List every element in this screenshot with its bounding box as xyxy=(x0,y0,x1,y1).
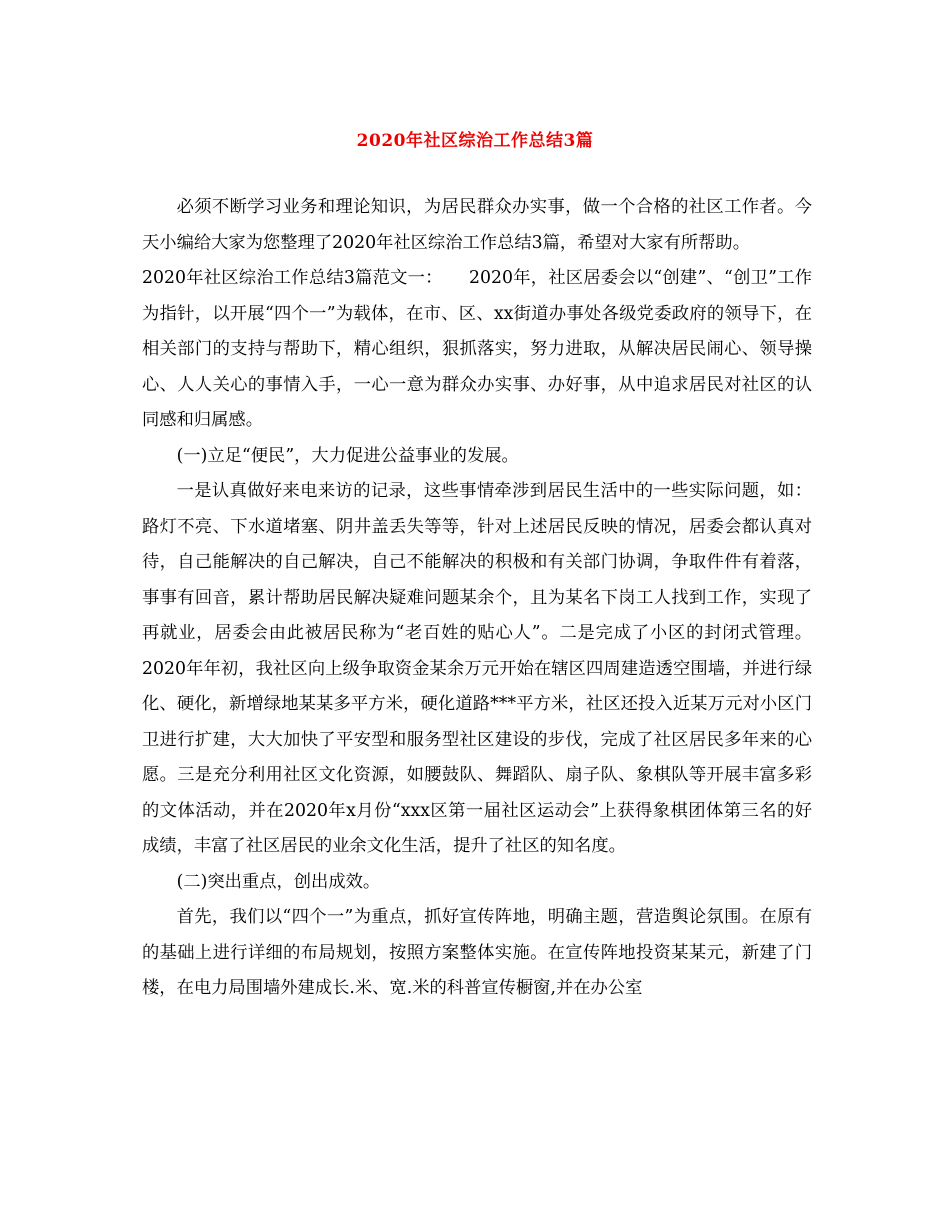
paragraph-section-1-body: 一是认真做好来电来访的记录，这些事情牵涉到居民生活中的一些实际问题，如：路灯不亮、下水道堵塞、阴井盖丢失等等，针对上述居民反映的情况，居委会都认真对待，自己能解决的自己解决，自己不能解决的积极和有关部门协调，争取件件有着落，事事有回音，累计帮助居民解决疑难问题某余个，且为某名下岗工人找到工作，实现了再就业，居委会由此被居民称为“老百姓的贴心人”。二是完成了小区的封闭式管理。2020年年初，我社区向上级争取资金某余万元开始在辖区四周建造透空围墙，并进行绿化、硬化，新增绿地某某多平方米，硬化道路***平方米，社区还投入近某万元对小区门卫进行扩建，大大加快了平安型和服务型社区建设的步伐，完成了社区居民多年来的心愿。三是充分利用社区文化资源，如腰鼓队、舞蹈队、扇子队、象棋队等开展丰富多彩的文体活动，并在2020年x月份“xxx区第一届社区运动会”上获得象棋团体第三名的好成绩，丰富了社区居民的业余文化生活，提升了社区的知名度。 xyxy=(142,481,812,856)
paragraph-intro: 必须不断学习业务和理论知识，为居民群众办实事，做一个合格的社区工作者。今天小编给大家为您整理了2020年社区综治工作总结3篇，希望对大家有所帮助。 xyxy=(142,197,812,253)
paragraph-section-2-body: 首先，我们以“四个一”为重点，抓好宣传阵地，明确主题，营造舆论氛围。在原有的基础上进行详细的布局规划，按照方案整体实施。在宣传阵地投资某某元，新建了门楼，在电力局围墙外建成长.米、宽.米的科普宣传橱窗,并在办公室 xyxy=(142,907,812,998)
document-body xyxy=(142,190,812,1007)
document-title: 2020年社区综治工作总结3篇 xyxy=(356,131,594,151)
section-heading-2: (二)突出重点，创出成效。 xyxy=(176,871,381,892)
section-heading-1: (一)立足“便民”，大力促进公益事业的发展。 xyxy=(176,445,519,466)
paragraph-sample-one: 2020年社区综治工作总结3篇范文一： 2020年，社区居委会以“创建”、“创卫”工作为指针，以开展“四个一”为载体，在市、区、xx街道办事处各级党委政府的领导下，在相关部门的支持与帮助下，精心组织，狠抓落实，努力进取，从解决居民闹心、领导操心、人人关心的事情入手，一心一意为群众办实事、办好事，从中追求居民对社区的认同感和归属感。 xyxy=(142,268,812,430)
